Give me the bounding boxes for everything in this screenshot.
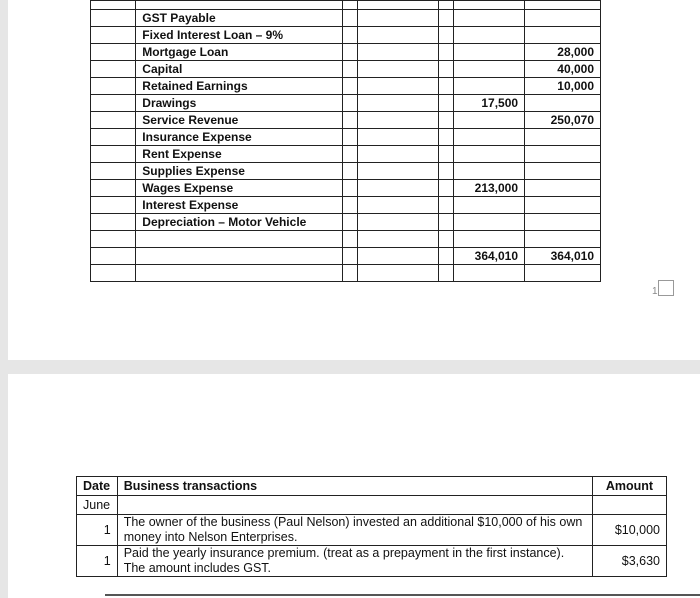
empty-cell: [91, 197, 136, 214]
table-row: [91, 129, 601, 146]
table-row: [91, 146, 601, 163]
account-name: Mortgage Loan: [136, 44, 343, 61]
empty-cell: [91, 248, 136, 265]
page-number: 1: [652, 286, 658, 297]
credit-amount: 28,000: [525, 44, 601, 61]
empty-cell: [357, 112, 439, 129]
empty-cell: [439, 78, 454, 95]
empty-cell: [357, 129, 439, 146]
month-label: June: [77, 496, 118, 515]
credit-amount: [525, 27, 601, 44]
document-page-2: [8, 374, 700, 598]
empty-cell: [342, 214, 357, 231]
empty-cell: [357, 180, 439, 197]
table-row: [91, 214, 601, 231]
empty-cell: [439, 180, 454, 197]
empty-cell: [357, 61, 439, 78]
empty-cell: [454, 231, 525, 248]
transaction-amount: $3,630: [592, 546, 666, 577]
empty-cell: [342, 61, 357, 78]
table-row: [91, 27, 601, 44]
empty-cell: [525, 231, 601, 248]
month-row: [77, 496, 667, 515]
account-name: Wages Expense: [136, 180, 343, 197]
trial-balance-table: [90, 0, 601, 282]
transactions-header-row: [77, 477, 667, 496]
credit-amount: [525, 163, 601, 180]
table-row: [91, 180, 601, 197]
total-credit: 364,010: [525, 248, 601, 265]
empty-cell: [91, 214, 136, 231]
empty-cell: [357, 248, 439, 265]
empty-cell: [357, 231, 439, 248]
empty-cell: [342, 27, 357, 44]
account-name: Retained Earnings: [136, 78, 343, 95]
empty-cell: [439, 231, 454, 248]
table-row: [91, 112, 601, 129]
table-row: [91, 197, 601, 214]
empty-cell: [136, 248, 343, 265]
amount-header: Amount: [592, 477, 666, 496]
table-row: [91, 95, 601, 112]
table-row: [91, 10, 601, 27]
empty-cell: [136, 231, 343, 248]
total-debit: 364,010: [454, 248, 525, 265]
empty-cell: [439, 197, 454, 214]
debit-amount: [454, 78, 525, 95]
debit-amount: [454, 44, 525, 61]
empty-cell: [91, 146, 136, 163]
empty-cell: [357, 197, 439, 214]
debit-amount: [454, 61, 525, 78]
table-row: [91, 163, 601, 180]
transaction-row: [77, 546, 667, 577]
empty-cell: [91, 27, 136, 44]
empty-cell: [357, 27, 439, 44]
empty-cell: [342, 180, 357, 197]
empty-cell: [439, 265, 454, 282]
empty-cell: [91, 61, 136, 78]
account-name: Fixed Interest Loan – 9%: [136, 27, 343, 44]
debit-amount: [454, 163, 525, 180]
empty-cell: [439, 61, 454, 78]
empty-cell: [357, 78, 439, 95]
account-name: Insurance Expense: [136, 129, 343, 146]
empty-cell: [439, 146, 454, 163]
empty-cell: [439, 248, 454, 265]
empty-cell: [136, 265, 343, 282]
empty-cell: [342, 78, 357, 95]
empty-cell: [439, 112, 454, 129]
credit-amount: [525, 95, 601, 112]
table-row: [91, 61, 601, 78]
empty-cell: [342, 265, 357, 282]
account-name: GST Payable: [136, 10, 343, 27]
empty-cell: [91, 129, 136, 146]
empty-cell: [91, 180, 136, 197]
table-row: [91, 265, 601, 282]
table-row: [91, 231, 601, 248]
empty-cell: [91, 265, 136, 282]
debit-amount: 213,000: [454, 180, 525, 197]
empty-cell: [342, 248, 357, 265]
empty-cell: [357, 163, 439, 180]
empty-cell: [439, 10, 454, 27]
window-bottom-divider: [105, 594, 700, 596]
empty-cell: [342, 231, 357, 248]
credit-amount: [525, 129, 601, 146]
transaction-amount: $10,000: [592, 515, 666, 546]
empty-cell: [357, 95, 439, 112]
account-name: Drawings: [136, 95, 343, 112]
debit-amount: 17,500: [454, 95, 525, 112]
empty-cell: [91, 44, 136, 61]
debit-amount: [454, 129, 525, 146]
table-row-cut: [91, 1, 601, 10]
credit-amount: 40,000: [525, 61, 601, 78]
debit-amount: [454, 146, 525, 163]
transaction-day: 1: [77, 515, 118, 546]
empty-cell: [439, 214, 454, 231]
table-row: [91, 78, 601, 95]
empty-cell: [454, 265, 525, 282]
transaction-description: Paid the yearly insurance premium. (treat as a prepayment in the first instance). The amount includes GST.: [117, 546, 592, 577]
debit-amount: [454, 112, 525, 129]
transaction-day: 1: [77, 546, 118, 577]
empty-cell: [342, 95, 357, 112]
empty-cell: [439, 27, 454, 44]
empty-cell: [439, 44, 454, 61]
credit-amount: [525, 180, 601, 197]
transactions-table: [76, 476, 667, 577]
credit-amount: [525, 146, 601, 163]
debit-amount: [454, 197, 525, 214]
account-name: Supplies Expense: [136, 163, 343, 180]
debit-amount: [454, 27, 525, 44]
empty-cell: [91, 231, 136, 248]
credit-amount: [525, 214, 601, 231]
empty-cell: [91, 78, 136, 95]
empty-cell: [357, 10, 439, 27]
debit-amount: [454, 214, 525, 231]
empty-cell: [342, 129, 357, 146]
empty-cell: [91, 10, 136, 27]
account-name: Capital: [136, 61, 343, 78]
empty-cell: [357, 146, 439, 163]
empty-cell: [439, 163, 454, 180]
table-row: [91, 44, 601, 61]
empty-cell: [357, 44, 439, 61]
empty-cell: [91, 95, 136, 112]
account-name: Depreciation – Motor Vehicle: [136, 214, 343, 231]
account-name: Service Revenue: [136, 112, 343, 129]
empty-cell: [357, 214, 439, 231]
totals-row: [91, 248, 601, 265]
credit-amount: 250,070: [525, 112, 601, 129]
empty-cell: [525, 265, 601, 282]
empty-cell: [91, 112, 136, 129]
credit-amount: [525, 197, 601, 214]
transaction-description: The owner of the business (Paul Nelson) invested an additional $10,000 of his own money into Nelson Enterprises.: [117, 515, 592, 546]
empty-cell: [342, 10, 357, 27]
empty-cell: [342, 146, 357, 163]
transaction-row: [77, 515, 667, 546]
empty-cell: [342, 44, 357, 61]
empty-cell: [342, 112, 357, 129]
credit-amount: 10,000: [525, 78, 601, 95]
account-name: Interest Expense: [136, 197, 343, 214]
empty-cell: [342, 197, 357, 214]
empty-cell: [439, 95, 454, 112]
empty-cell: [357, 265, 439, 282]
empty-cell: [439, 129, 454, 146]
credit-amount: [525, 10, 601, 27]
empty-cell: [91, 163, 136, 180]
account-name: Rent Expense: [136, 146, 343, 163]
text-boundary-mark: [658, 280, 674, 296]
empty-cell: [342, 163, 357, 180]
date-header: Date: [77, 477, 118, 496]
debit-amount: [454, 10, 525, 27]
business-header: Business transactions: [117, 477, 592, 496]
document-page-1: [8, 0, 700, 360]
